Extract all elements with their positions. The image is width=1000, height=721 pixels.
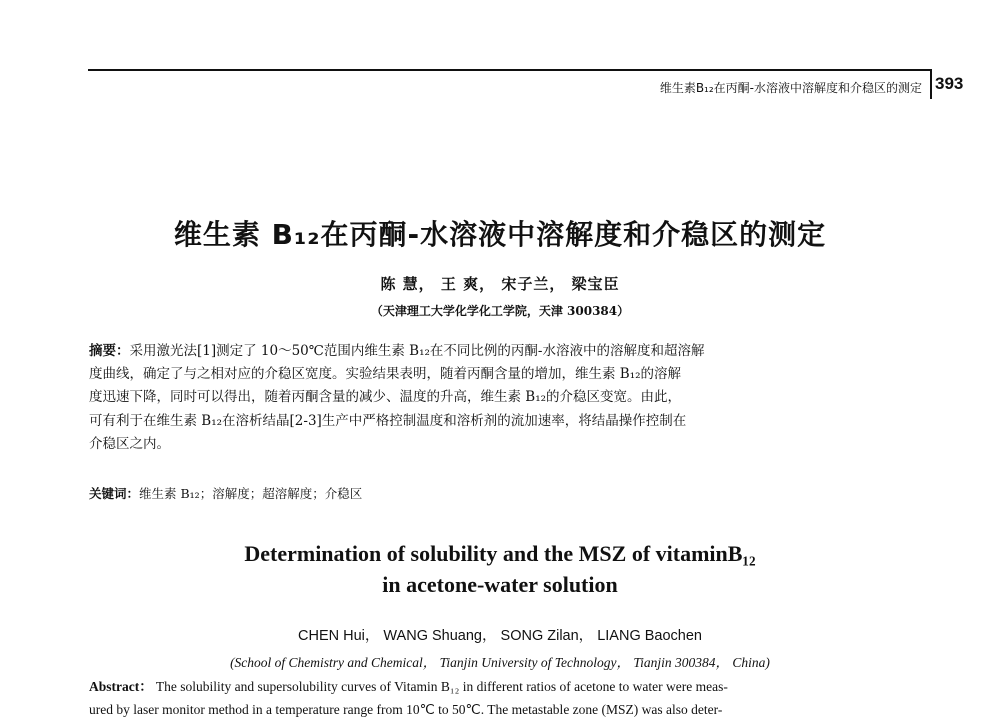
abstract-chinese [89,340,931,456]
header-divider [930,69,932,99]
keywords-chinese [89,484,362,502]
authors-english: CHEN Hui， WANG Shuang， SONG Zilan， LIANG Baochen [298,628,702,644]
abstract-en-label: Abstract： [89,679,153,694]
abstract-en-line: ured by laser monitor method in a temperature range from 10℃ to 50℃. The metastable zone (MSZ) was also deter- [89,702,723,717]
running-title: 维生素B₁₂在丙酮-水溶液中溶解度和介稳区的测定 [659,81,922,95]
title-chinese: 维生素 B₁₂在丙酮-水溶液中溶解度和介稳区的测定 [173,218,827,251]
abstract-english [89,675,931,721]
abstract-en-line: Abstract： The solubility and supersolubility curves of Vitamin B₁₂ in different ratios of acetone to water were meas- [89,679,728,694]
keywords-cn-text: 维生素 B₁₂；溶解度；超溶解度；介稳区 [139,486,363,501]
title-en-line: Determination of solubility and the MSZ of vitaminB₁₂ [244,541,756,566]
abstract-cn-label: 摘要： [89,343,130,359]
abstract-cn-line: 度曲线，确定了与之相对应的介稳区宽度。实验结果表明，随着丙酮含量的增加，维生素 B₁₂的溶解 [89,366,682,383]
title-english [0,538,1000,600]
title-en-line: in acetone-water solution [382,572,618,597]
abstract-cn-line: 摘要：采用激光法[1]测定了 10～50℃范围内维生素 B₁₂在不同比例的丙酮-水溶液中的溶解度和超溶解 [89,343,705,359]
authors-chinese: 陈 慧， 王 爽， 宋子兰， 梁宝臣 [380,275,620,293]
page-number: 393 [935,74,964,93]
abstract-cn-line: 可有利于在维生素 B₁₂在溶析结晶[2-3]生产中严格控制温度和溶析剂的流加速率，将结晶操作控制在 [89,412,687,429]
header-rule [88,69,930,71]
abstract-cn-line: 介稳区之内。 [89,435,170,452]
affiliation-english: (School of Chemistry and Chemical， Tianjin University of Technology， Tianjin 300384， China) [230,655,770,670]
keywords-cn-label: 关键词： [89,486,140,501]
affiliation-chinese: （天津理工大学化学化工学院，天津 300384） [370,304,630,318]
abstract-cn-line: 度迅速下降，同时可以得出，随着丙酮含量的减少、温度的升高，维生素 B₁₂的介稳区变宽。由此， [89,389,682,406]
